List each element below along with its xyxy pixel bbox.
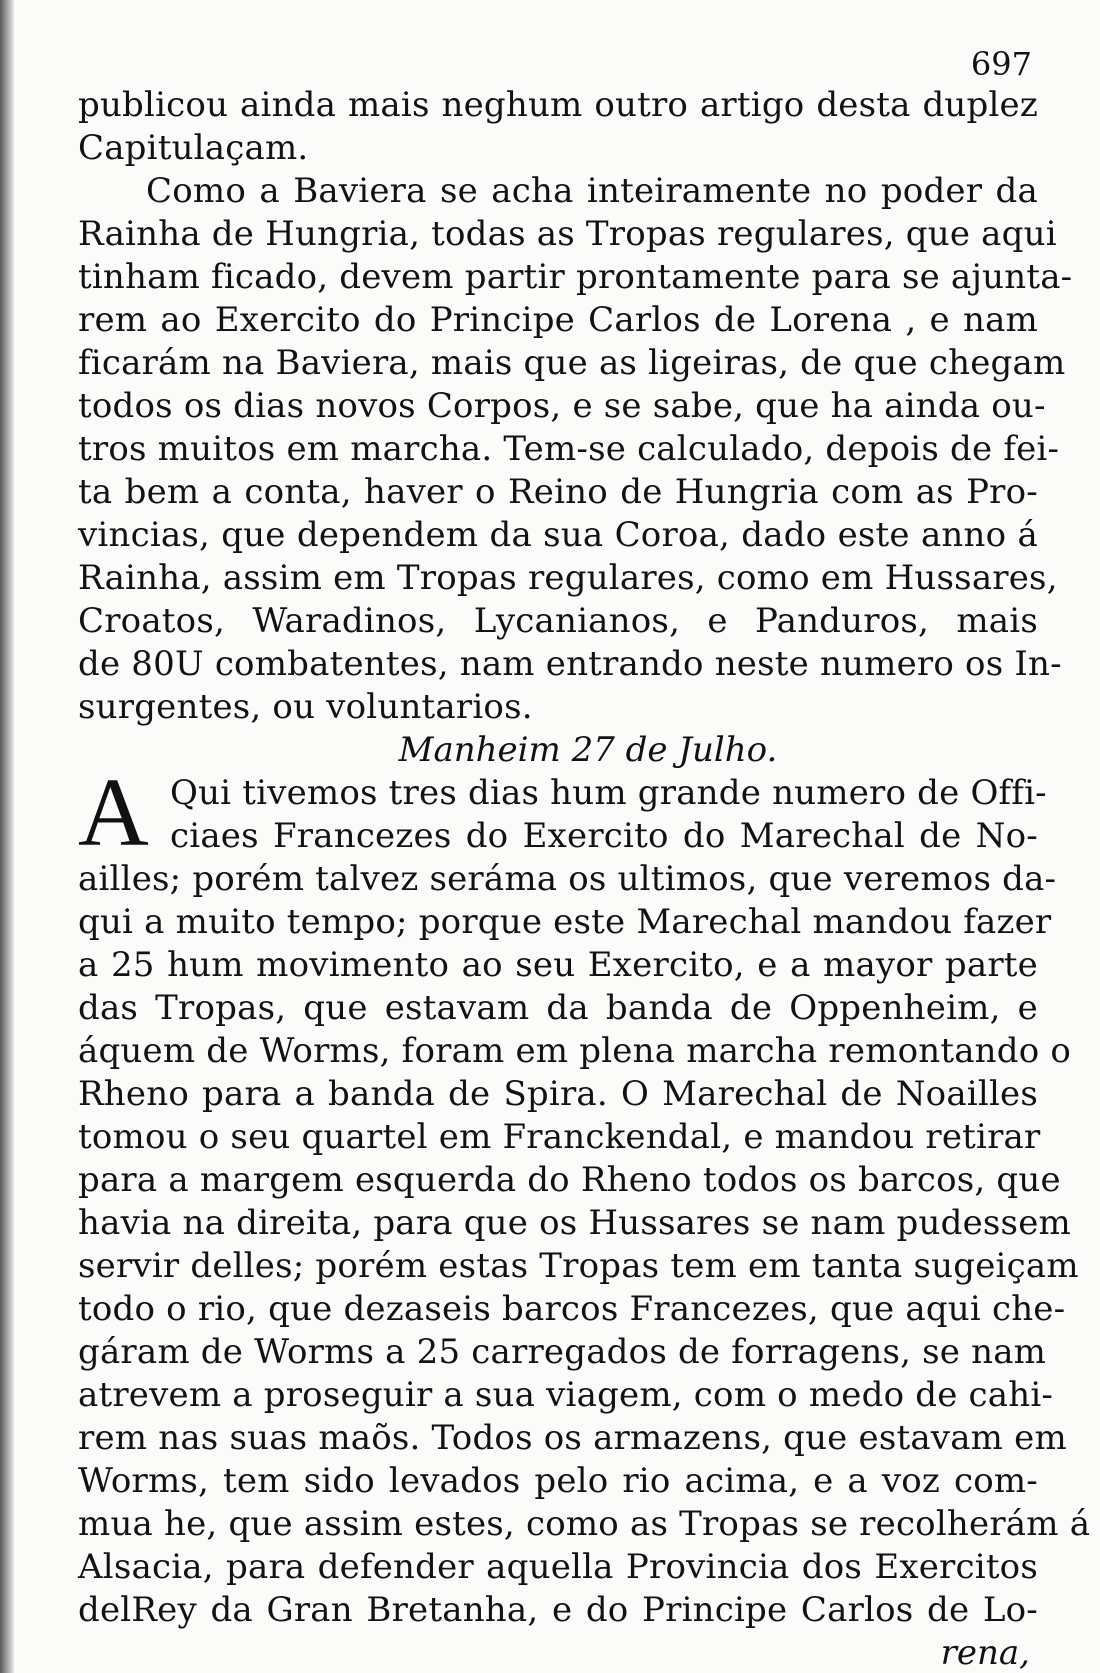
paragraph-1 (78, 84, 1038, 170)
text-line: delRey da Gran Bretanha, e do Principe Carlos de Lo- (78, 1590, 1038, 1630)
text-line: surgentes, ou voluntarios. (78, 687, 533, 727)
text-line: vincias, que dependem da sua Coroa, dado este anno á (78, 515, 1038, 555)
text-line: Croatos, Waradinos, Lycanianos, e Panduros, mais (78, 601, 1038, 641)
text-line: atrevem a proseguir a sua viagem, com o medo de cahi- (78, 1375, 1054, 1415)
catchword: rena, (940, 1633, 1030, 1673)
text-line: rem ao Exercito do Principe Carlos de Lorena , e nam (78, 300, 1038, 340)
text-line: Alsacia, para defender aquella Provincia dos Exercitos (78, 1547, 1038, 1587)
text-line: tinham ficado, devem partir prontamente para se ajunta- (78, 257, 1073, 297)
page-binding-edge (0, 0, 14, 1673)
text-line: Worms, tem sido levados pelo rio acima, e a voz com- (78, 1461, 1038, 1501)
text-line: tros muitos em marcha. Tem-se calculado, depois de fei- (78, 429, 1060, 469)
paragraph-2 (78, 170, 1073, 729)
text-line: Rainha de Hungria, todas as Tropas regulares, que aqui (78, 214, 1057, 254)
text-line: das Tropas, que estavam da banda de Oppenheim, e (78, 988, 1038, 1028)
text-line: a 25 hum movimento ao seu Exercito, e a mayor parte (78, 945, 1038, 985)
dateline: Manheim 27 de Julho. (398, 730, 778, 770)
text-line: servir delles; porém estas Tropas tem em tanta sugeiçam (78, 1246, 1079, 1286)
text-line: qui a muito tempo; porque este Marechal mandou fazer (78, 902, 1052, 942)
text-line: ciaes Francezes do Exercito do Marechal de No- (170, 816, 1038, 856)
text-line: Qui tivemos tres dias hum grande numero de Offi- (170, 773, 1047, 813)
text-line: áquem de Worms, foram em plena marcha remontando o (78, 1031, 1072, 1071)
text-line: ailles; porém talvez seráma os ultimos, que veremos da- (78, 859, 1057, 899)
text-line: ta bem a conta, haver o Reino de Hungria com as Pro- (78, 472, 1038, 512)
text-line: publicou ainda mais neghum outro artigo desta duplez (78, 85, 1038, 125)
text-line: de 80U combatentes, nam entrando neste numero os In- (78, 644, 1062, 684)
text-line: ficarám na Baviera, mais que as ligeiras, de que chegam (78, 343, 1066, 383)
text-line: todo o rio, que dezaseis barcos Francezes, que aqui che- (78, 1289, 1066, 1329)
page-number: 697 (970, 45, 1032, 83)
text-line: Rainha, assim em Tropas regulares, como em Hussares, (78, 558, 1058, 598)
text-line: mua he, que assim estes, como as Tropas se recolherám á (78, 1504, 1091, 1544)
text-line: Como a Baviera se acha inteiramente no poder da (146, 171, 1038, 211)
text-line: gáram de Worms a 25 carregados de forragens, se nam (78, 1332, 1047, 1372)
text-line: havia na direita, para que os Hussares se nam pudessem (78, 1203, 1071, 1243)
text-line: para a margem esquerda do Rheno todos os barcos, que (78, 1160, 1061, 1200)
text-line: rem nas suas maõs. Todos os armazens, que estavam em (78, 1418, 1067, 1458)
text-column (78, 44, 1091, 1673)
text-line: todos os dias novos Corpos, e se sabe, que ha ainda ou- (78, 386, 1046, 426)
text-line: Capitulaçam. (78, 128, 309, 168)
paragraph-3 (78, 759, 1091, 1632)
drop-cap: A (78, 759, 149, 867)
text-line: tomou o seu quartel em Franckendal, e mandou retirar (78, 1117, 1041, 1157)
text-line: Rheno para a banda de Spira. O Marechal de Noailles (78, 1074, 1038, 1114)
